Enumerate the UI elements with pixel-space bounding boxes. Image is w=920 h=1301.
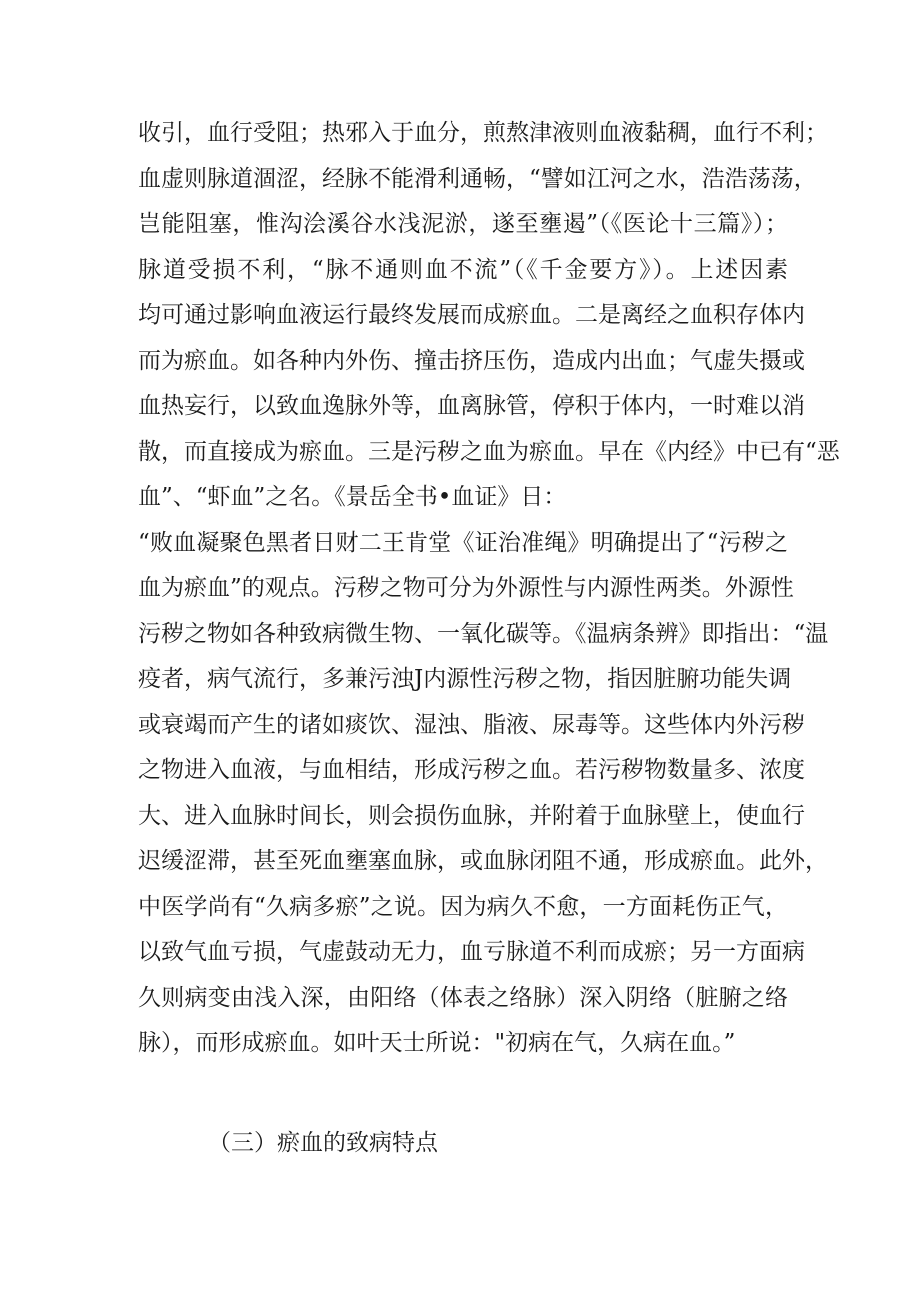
text-line: 均可通过影响血液运行最终发展而成瘀血。二是离经之血积存体内: [138, 302, 805, 328]
section-heading: （三）瘀血的致病特点: [208, 1130, 438, 1156]
text-line: 之物进入血液，与血相结，形成污秽之血。若污秽物数量多、浓度: [138, 757, 805, 783]
text-line: 大、进入血脉时间长，则会损伤血脉，并附着于血脉壁上，使血行: [138, 802, 805, 829]
text-line: 岂能阻塞，惟沟浍溪谷水浅泥淤，遂至壅遏”（《医论十三篇》）；: [138, 211, 788, 237]
body-paragraph: [138, 111, 840, 1067]
text-line: 血”、“虾血”之名。《景岳全书•血证》日：: [138, 484, 567, 510]
text-line: 污秽之物如各种致病微生物、一氧化碳等。《温病条辨》即指出：“温: [138, 620, 829, 647]
text-line: 疫者，病气流行，多兼污浊J内源性污秽之物，指因脏腑功能失调: [138, 666, 792, 692]
text-line: 血虚则脉道涸涩，经脉不能滑利通畅，“譬如江河之水，浩浩荡荡，: [138, 165, 817, 192]
text-line: 脉道受损不利，“脉不通则血不流”（《千金要方》）。上述因素: [138, 256, 788, 283]
text-line: 以致气血亏损，气虚鼓动无力，血亏脉道不利而成瘀；另一方面病: [138, 939, 805, 965]
text-line: 迟缓涩滞，甚至死血壅塞血脉，或血脉闭阻不通，形成瘀血。此外，: [138, 848, 828, 874]
text-line: 散，而直接成为瘀血。三是污秽之血为瘀血。早在《内经》中已有“恶: [138, 438, 840, 465]
text-line: 血为瘀血”的观点。污秽之物可分为外源性与内源性两类。外源性: [138, 575, 794, 601]
text-line: 收引，血行受阻；热邪入于血分，煎熬津液则血液黏稠，血行不利；: [138, 120, 828, 146]
text-line: 脉），而形成瘀血。如叶天士所说："初病在气，久病在血。”: [138, 1030, 736, 1056]
text-line: 血热妄行，以致血逸脉外等，血离脉管，停积于体内，一时难以消: [138, 393, 805, 419]
text-line: 久则病变由浅入深，由阳络（体表之络脉）深入阴络（脏腑之络: [138, 984, 788, 1011]
text-line: 或衰竭而产生的诸如痰饮、湿浊、脂液、尿毒等。这些体内外污秽: [138, 711, 805, 738]
text-line: “败血凝聚色黑者日财二王肯堂《证治准绳》明确提出了“污秽之: [138, 529, 788, 556]
text-line: 而为瘀血。如各种内外伤、撞击挤压伤，造成内出血；气虚失摄或: [138, 347, 805, 374]
text-line: 中医学尚有“久病多瘀”之说。因为病久不愈，一方面耗伤正气，: [138, 893, 788, 920]
